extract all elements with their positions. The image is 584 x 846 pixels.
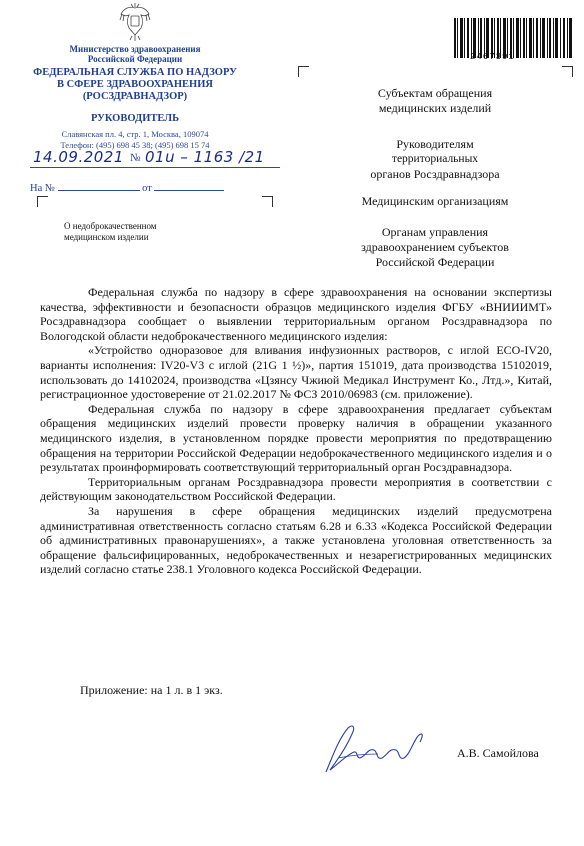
body-paragraph: За нарушения в сфере обращения медицинских изделий предусмотрена административная ответственность согласно статьям 6.28 и 6.33 «Кодекса Российской Федерации об административных правонарушениях», а также установлена уголовная ответственность за обращение фальсифицированных, недоброкачественных и незарегистрированных медицинских изделий согласно статье 238.1 Уголовного кодекса Российской Федерации. <box>40 503 552 577</box>
body-paragraph: Федеральная служба по надзору в сфере здравоохранения предлагает субъектам обращения медицинских изделий провести проверку наличия в обращении указанного медицинского изделия, в установленном порядке провести мероприятия по предотвращению обращения на территории Российской Федерации недоброкачественного медицинского изделия и о результатах проинформировать соответствующий территориальный орган Росздравнадзора. <box>40 401 552 475</box>
recipients-corner-left <box>298 66 309 77</box>
signer-name: А.В. Самойлова <box>457 746 539 760</box>
handwritten-signature <box>318 718 428 778</box>
date-underline <box>30 167 280 168</box>
barcode-number: 2467391 <box>470 52 515 62</box>
letter-subject: О недоброкачественном медицинском изделии <box>64 221 157 242</box>
reference-line: На № от <box>30 180 224 194</box>
head-title: РУКОВОДИТЕЛЬ <box>90 113 180 124</box>
ministry-name: Министерство здравоохранения Российской Федерации <box>69 44 201 64</box>
attachment-note: Приложение: на 1 л. в 1 экз. <box>80 683 223 697</box>
letter-body <box>40 285 552 577</box>
number-symbol: № <box>130 152 141 164</box>
recipient-medical-orgs: Медицинским организациям <box>361 194 509 208</box>
handwritten-date: 14.09.2021 <box>33 148 124 166</box>
body-paragraph: «Устройство одноразовое для вливания инфузионных растворов, с иглой ECO-IV20, варианты исполнения: IV20-V3 с иглой (21G 1 ½)», партия 151019, дата производства 15102019, использовать до 14102024, производства «Цзянсу Чжиюй Медикал Инструмент Ко., Лтд.», Китай, регистрационное удостоверение от 21.02.2017 № ФСЗ 2010/06983 (см. приложение). <box>40 343 552 402</box>
ref-number-blank <box>58 180 140 191</box>
body-paragraph: Федеральная служба по надзору в сфере здравоохранения на основании экспертизы качества, эффективности и безопасности образцов медицинского изделия ФГБУ «ВНИИИМТ» Росздравнадзора сообщает о выявлении территориальным органом Росздравнадзора по Вологодской области недоброкачественного медицинского изделия: <box>40 285 552 343</box>
body-paragraph: Территориальным органам Росздравнадзора провести мероприятия в соответствии с действующим законодательством Российской Федерации. <box>40 474 552 504</box>
ref-date-blank <box>154 180 224 191</box>
recipient-health-authorities: Органам управления здравоохранением субъектов Российской Федерации <box>361 225 509 269</box>
recipient-subjects: Субъектам обращения медицинских изделий <box>377 86 493 115</box>
recipients-corner-right <box>562 66 573 77</box>
subject-corner-right <box>262 196 273 207</box>
address: Славянская пл. 4, стр. 1, Москва, 109074 Телефон: (495) 698 45 38; (495) 698 15 74 <box>60 129 210 150</box>
subject-corner-left <box>37 196 48 207</box>
recipient-heads: Руководителям территориальных органов Росздравнадзора <box>370 137 500 181</box>
handwritten-number: 01u – 1163 /21 <box>145 148 265 166</box>
agency-name: ФЕДЕРАЛЬНАЯ СЛУЖБА ПО НАДЗОРУ В СФЕРЕ ЗДРАВООХРАНЕНИЯ (РОСЗДРАВНАДЗОР) <box>33 67 237 102</box>
coat-of-arms-icon <box>118 2 152 42</box>
